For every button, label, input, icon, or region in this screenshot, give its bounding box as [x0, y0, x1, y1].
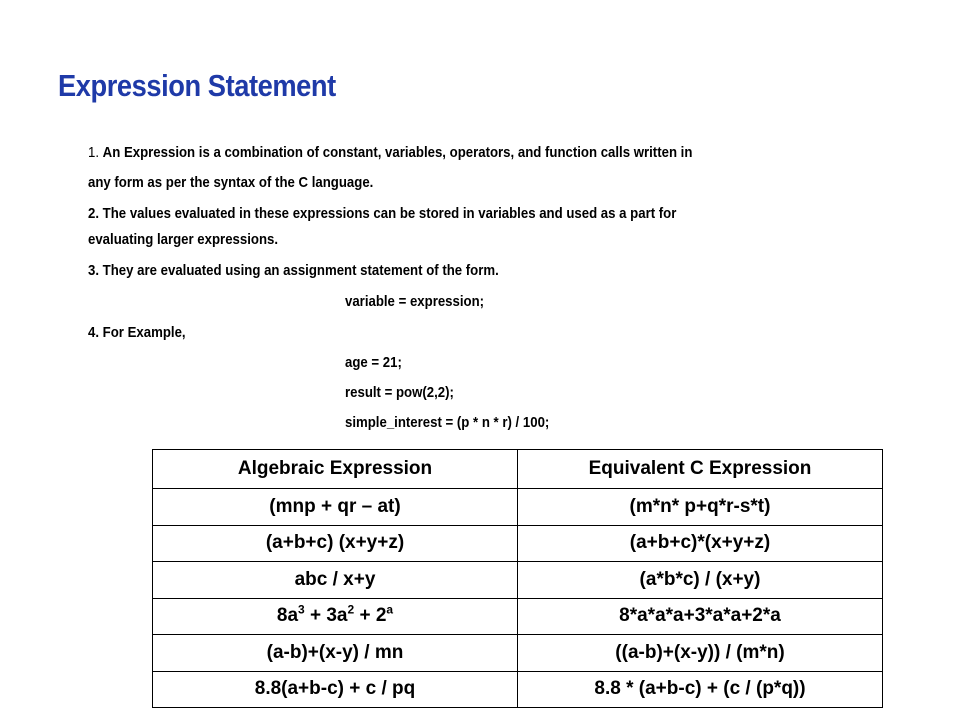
- table-row: [153, 635, 883, 672]
- c-expression-cell: (a*b*c) / (x+y): [518, 562, 883, 599]
- point-text: An Expression is a combination of constant, variables, operators, and function calls written in: [102, 144, 693, 161]
- point-1-line-1: [88, 144, 692, 162]
- algebraic-cell: (a+b+c) (x+y+z): [153, 525, 518, 562]
- page-title: Expression Statement: [58, 68, 336, 103]
- c-expression-cell: (a+b+c)*(x+y+z): [518, 525, 883, 562]
- table-row: [153, 671, 883, 708]
- algebraic-cell-with-exponents: [153, 598, 518, 635]
- code-line-age: age = 21;: [345, 354, 402, 371]
- algebraic-cell: 8.8(a+b-c) + c / pq: [153, 671, 518, 708]
- point-number: 4.: [88, 324, 103, 341]
- c-expression-cell: 8*a*a*a+3*a*a+2*a: [518, 598, 883, 635]
- point-text: For Example,: [102, 324, 186, 341]
- exponent: 2: [347, 602, 355, 617]
- term: + 2: [354, 605, 387, 627]
- point-text: evaluating larger expressions.: [88, 231, 279, 248]
- point-number: 1.: [88, 144, 103, 161]
- point-2-line-1: [88, 205, 676, 223]
- c-expression-cell: (m*n* p+q*r-s*t): [518, 489, 883, 526]
- algebraic-cell: (a-b)+(x-y) / mn: [153, 635, 518, 672]
- expression-table: [152, 449, 883, 708]
- table-row: [153, 489, 883, 526]
- column-header-c: Equivalent C Expression: [518, 450, 883, 489]
- point-text: They are evaluated using an assignment statement of the form.: [102, 262, 499, 279]
- exponent: a: [386, 602, 394, 617]
- algebraic-cell: (mnp + qr – at): [153, 489, 518, 526]
- table-row: [153, 562, 883, 599]
- table-header-row: [153, 450, 883, 489]
- exponent: 3: [298, 602, 305, 617]
- point-number: 2.: [88, 205, 103, 222]
- point-3-line: [88, 262, 499, 280]
- point-2-line-2: [88, 231, 278, 249]
- column-header-algebraic: Algebraic Expression: [153, 450, 518, 489]
- term: + 3a: [304, 605, 348, 627]
- point-4-line: [88, 324, 186, 342]
- table-row: [153, 525, 883, 562]
- point-1-line-2: [88, 174, 373, 192]
- point-number: 3.: [88, 262, 103, 279]
- c-expression-cell: 8.8 * (a+b-c) + (c / (p*q)): [518, 671, 883, 708]
- table-row: [153, 598, 883, 635]
- point-text: any form as per the syntax of the C language.: [88, 174, 374, 191]
- term: 8a: [276, 605, 299, 627]
- algebraic-cell: abc / x+y: [153, 562, 518, 599]
- code-line-result: result = pow(2,2);: [345, 384, 454, 401]
- code-line-variable: variable = expression;: [345, 293, 485, 310]
- c-expression-cell: ((a-b)+(x-y)) / (m*n): [518, 635, 883, 672]
- code-line-interest: simple_interest = (p * n * r) / 100;: [345, 414, 550, 431]
- point-text: The values evaluated in these expressions can be stored in variables and used as a part for: [102, 205, 677, 222]
